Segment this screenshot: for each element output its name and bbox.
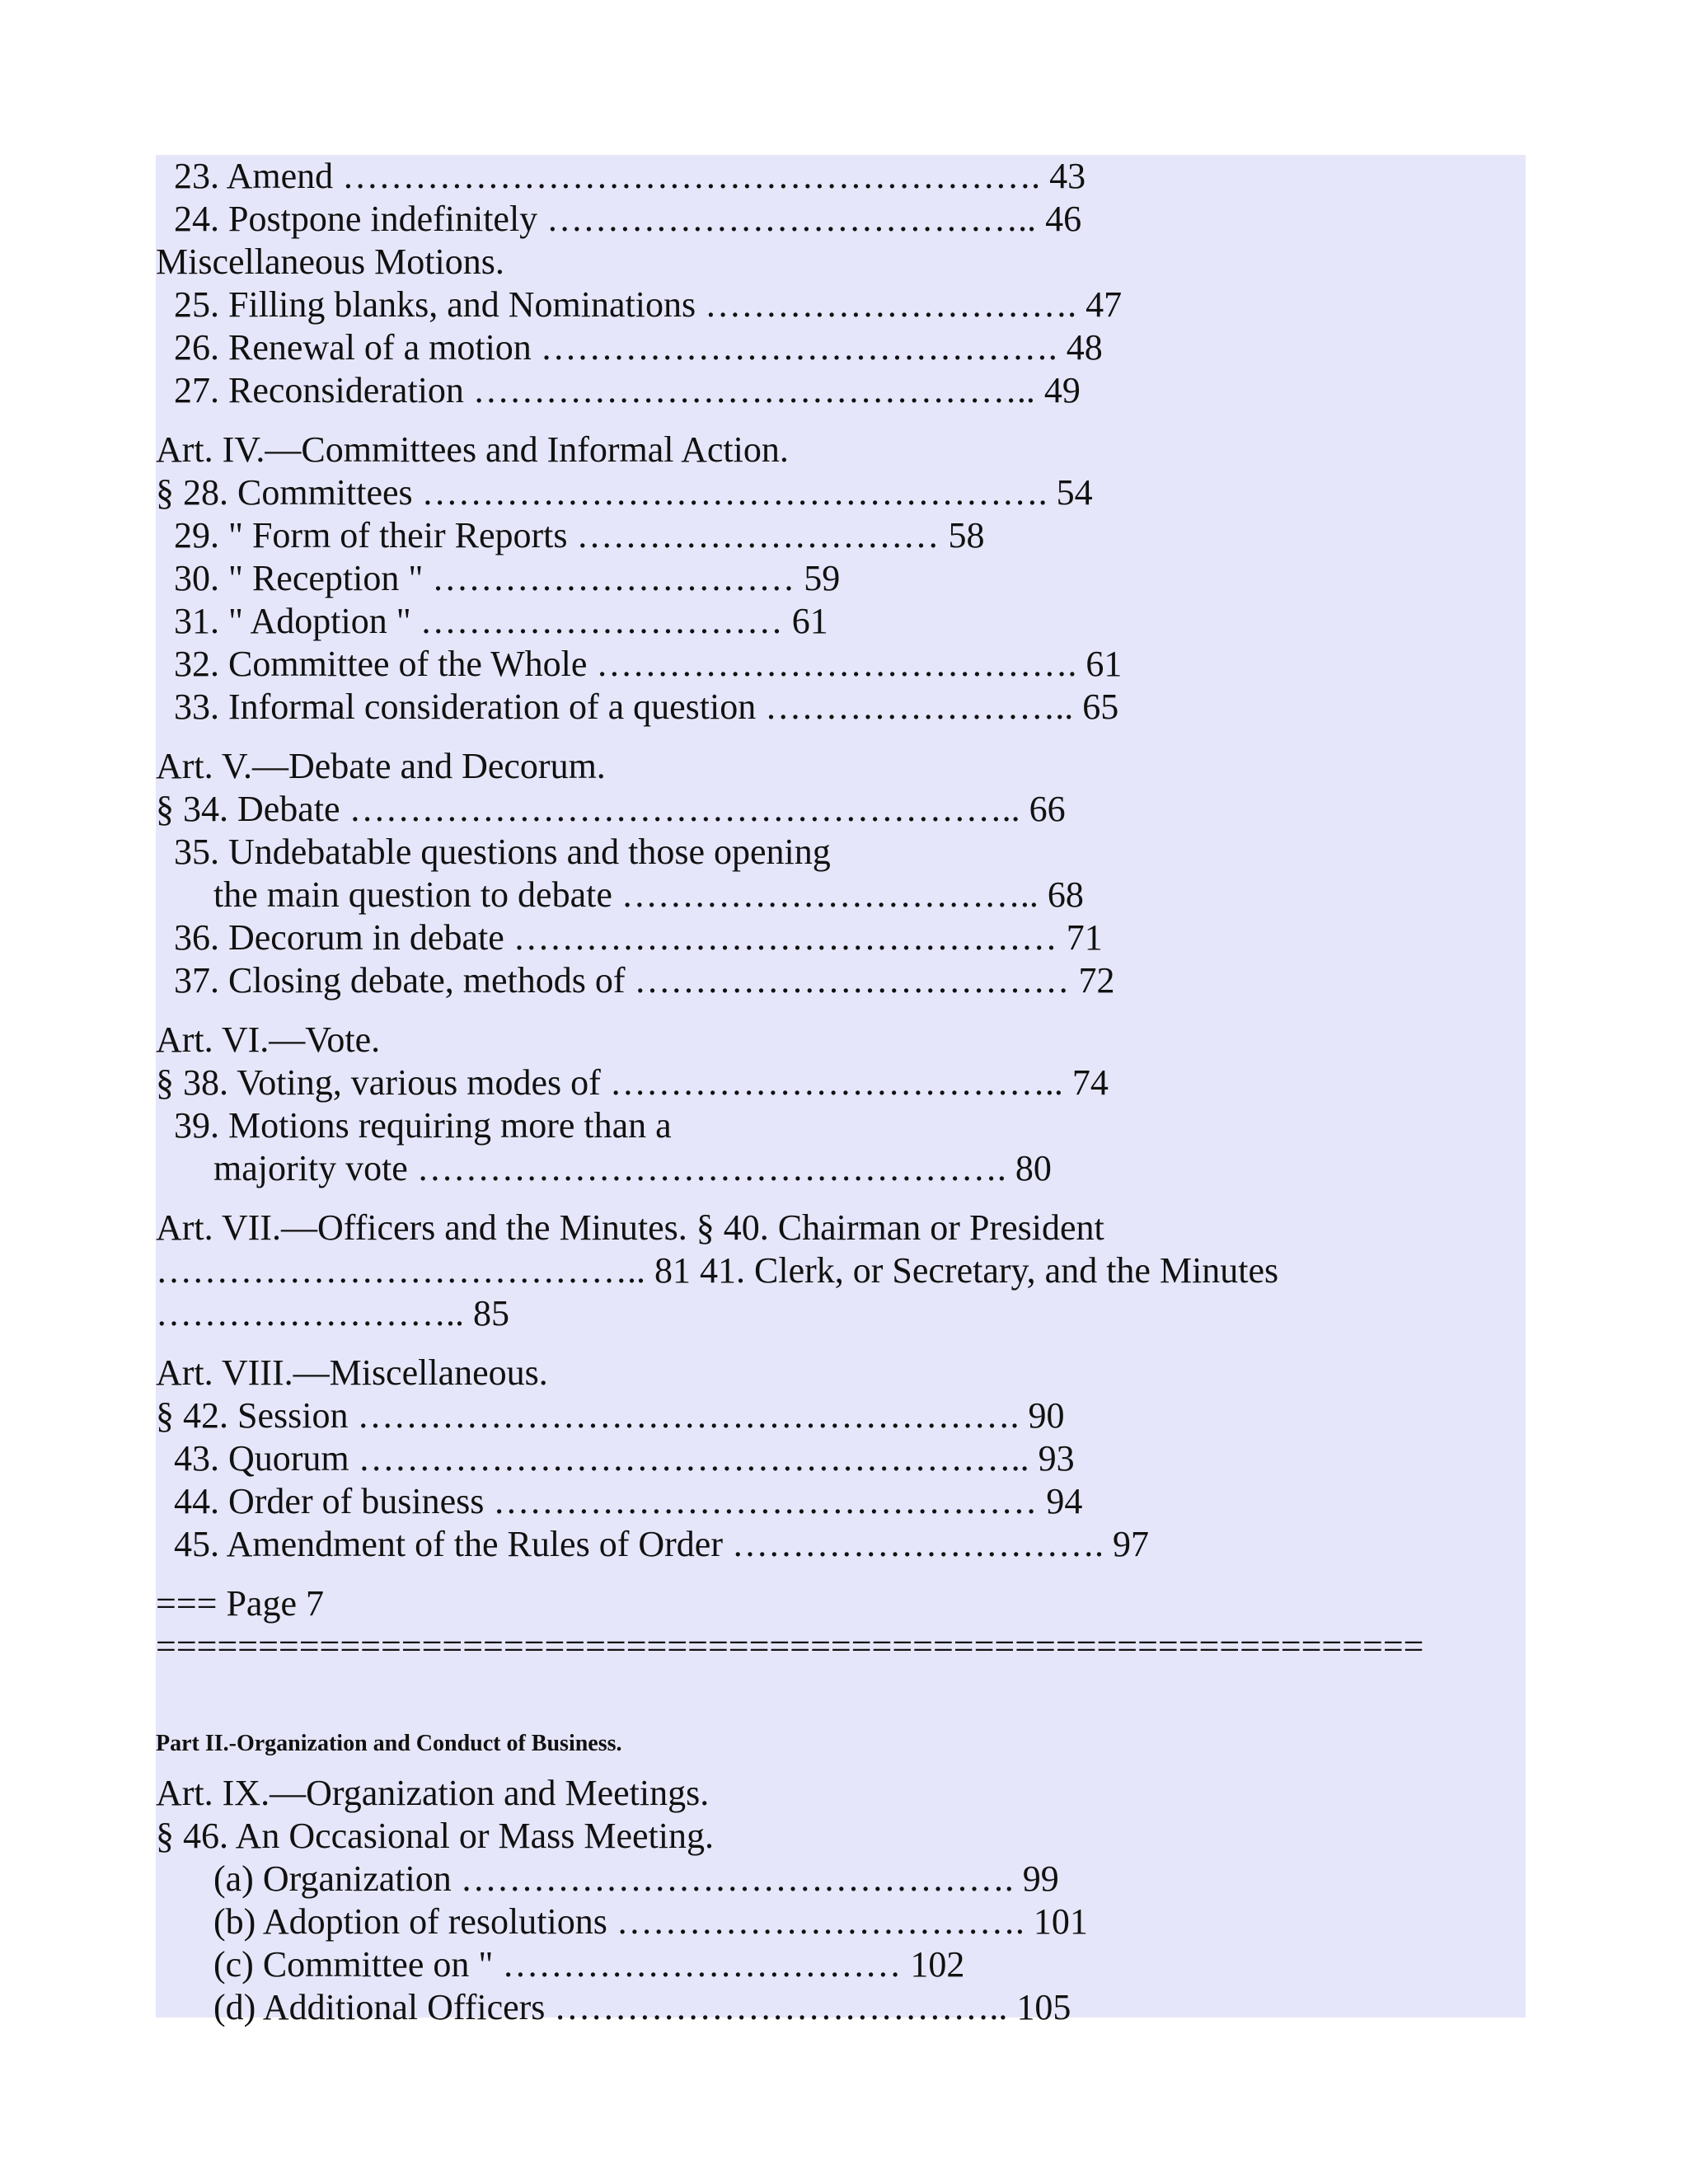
toc-entry: 37. Closing debate, methods of ……………………………… 72 bbox=[174, 960, 1115, 1001]
toc-entry: 23. Amend …………………………………………………. 43 bbox=[174, 156, 1086, 196]
toc-entry: 26. Renewal of a motion ……………………………………. 48 bbox=[174, 327, 1103, 368]
article-heading: Art. V.—Debate and Decorum. bbox=[156, 746, 606, 786]
separator-line: ============================================================== bbox=[156, 1626, 1424, 1666]
part-heading: Part II.-Organization and Conduct of Business. bbox=[156, 1731, 622, 1756]
toc-entry: (a) Organization ………………………………………. 99 bbox=[213, 1858, 1059, 1899]
toc-entry: 25. Filling blanks, and Nominations …………………………. 47 bbox=[174, 284, 1123, 325]
page-marker: === Page 7 bbox=[156, 1583, 324, 1624]
toc-entry-continuation: majority vote …………………………………………. 80 bbox=[213, 1148, 1052, 1188]
toc-entry: 36. Decorum in debate ……………………………………… 71 bbox=[174, 917, 1103, 958]
article-heading: Art. IV.—Committees and Informal Action. bbox=[156, 429, 789, 470]
toc-entry: § 28. Committees ……………………………………………. 54 bbox=[156, 472, 1093, 513]
toc-entry: 29. " Form of their Reports ………………………… 58 bbox=[174, 515, 985, 555]
toc-entry: …………………….. 85 bbox=[156, 1293, 509, 1333]
toc-entry: § 34. Debate ……………………………………………….. 66 bbox=[156, 789, 1066, 829]
toc-entry: § 38. Voting, various modes of ……………………………….. 74 bbox=[156, 1062, 1109, 1103]
toc-entry: 24. Postpone indefinitely ………………………………….. 46 bbox=[174, 199, 1082, 239]
toc-entry: (d) Additional Officers ……………………………….. 105 bbox=[213, 1987, 1071, 2027]
article-heading: Art. VI.—Vote. bbox=[156, 1019, 381, 1060]
toc-entry: ………………………………….. 81 41. Clerk, or Secretary, and the Minutes bbox=[156, 1250, 1279, 1291]
toc-entry: 33. Informal consideration of a question …………………….. 65 bbox=[174, 687, 1119, 727]
toc-entry: 31. " Adoption " ………………………… 61 bbox=[174, 601, 828, 641]
toc-entry: 44. Order of business ……………………………………… 94 bbox=[174, 1481, 1083, 1521]
toc-entry: 32. Committee of the Whole …………………………………. 61 bbox=[174, 644, 1123, 684]
article-heading: Art. VIII.—Miscellaneous. bbox=[156, 1352, 548, 1393]
toc-entry: 30. " Reception " ………………………… 59 bbox=[174, 558, 841, 598]
toc-entry-continuation: the main question to debate …………………………….. 68 bbox=[213, 874, 1084, 915]
toc-entry: 43. Quorum ……………………………………………….. 93 bbox=[174, 1438, 1075, 1479]
table-of-contents bbox=[156, 155, 1526, 2029]
toc-entry: (c) Committee on " …………………………… 102 bbox=[213, 1944, 965, 1985]
toc-entry: 45. Amendment of the Rules of Order …………………………. 97 bbox=[174, 1524, 1149, 1564]
toc-entry: 35. Undebatable questions and those opening bbox=[174, 832, 831, 872]
article-heading: Art. VII.—Officers and the Minutes. § 40. Chairman or President bbox=[156, 1207, 1104, 1248]
toc-entry: (b) Adoption of resolutions ……………………………. 101 bbox=[213, 1901, 1088, 1942]
section-heading: Miscellaneous Motions. bbox=[156, 241, 504, 282]
toc-entry: § 42. Session ………………………………………………. 90 bbox=[156, 1395, 1065, 1436]
toc-entry: § 46. An Occasional or Mass Meeting. bbox=[156, 1816, 714, 1856]
toc-entry: 39. Motions requiring more than a bbox=[174, 1105, 672, 1146]
article-heading: Art. IX.—Organization and Meetings. bbox=[156, 1773, 710, 1813]
toc-entry: 27. Reconsideration ……………………………………….. 49 bbox=[174, 370, 1081, 410]
